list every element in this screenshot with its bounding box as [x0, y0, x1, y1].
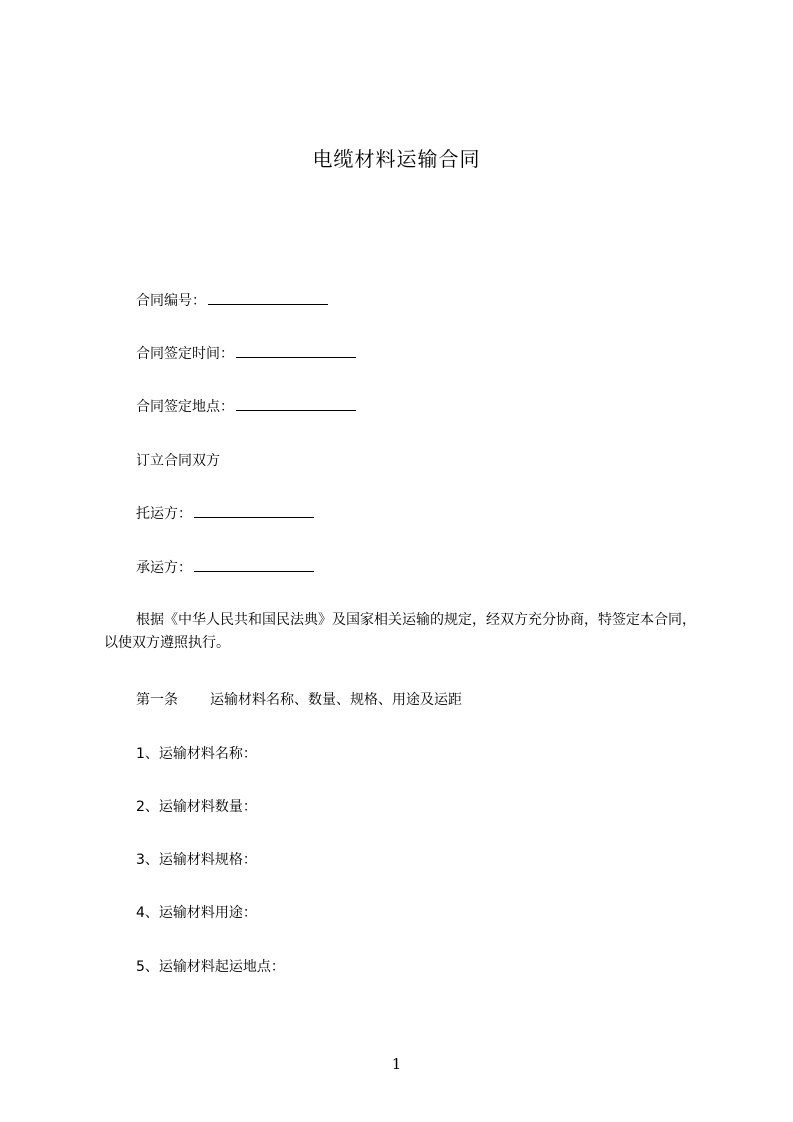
- shipper-label: 托运方：: [136, 506, 192, 522]
- article-1-number: 第一条: [136, 692, 178, 708]
- carrier-blank: [194, 559, 314, 572]
- article-1-title: 运输材料名称、数量、规格、用途及运距: [210, 692, 462, 708]
- carrier-field: [136, 558, 314, 578]
- contract-number-label: 合同编号：: [136, 293, 206, 309]
- list-item: 2、运输材料数量：: [136, 799, 257, 815]
- contract-number-field: [136, 291, 328, 311]
- shipper-field: [136, 504, 314, 524]
- sign-time-label: 合同签定时间：: [136, 346, 234, 362]
- document-title: 电缆材料运输合同: [312, 147, 481, 171]
- list-item: 5、运输材料起运地点：: [136, 959, 285, 975]
- contract-number-blank: [208, 292, 328, 305]
- carrier-label: 承运方：: [136, 560, 192, 576]
- list-item: 1、运输材料名称：: [136, 746, 257, 762]
- parties-heading: 订立合同双方: [136, 453, 220, 469]
- sign-time-blank: [236, 345, 356, 358]
- sign-place-field: [136, 397, 356, 417]
- intro-paragraph: 根据《中华人民共和国民法典》及国家相关运输的规定，经双方充分协商，特签定本合同，以使双方遵照执行。: [104, 612, 696, 651]
- sign-place-blank: [236, 398, 356, 411]
- sign-time-field: [136, 344, 356, 364]
- list-item: 4、运输材料用途：: [136, 905, 257, 921]
- article-1-heading: [136, 690, 462, 710]
- sign-place-label: 合同签定地点：: [136, 399, 234, 415]
- shipper-blank: [194, 505, 314, 518]
- page-number: 1: [391, 1055, 402, 1073]
- list-item: 3、运输材料规格：: [136, 852, 257, 868]
